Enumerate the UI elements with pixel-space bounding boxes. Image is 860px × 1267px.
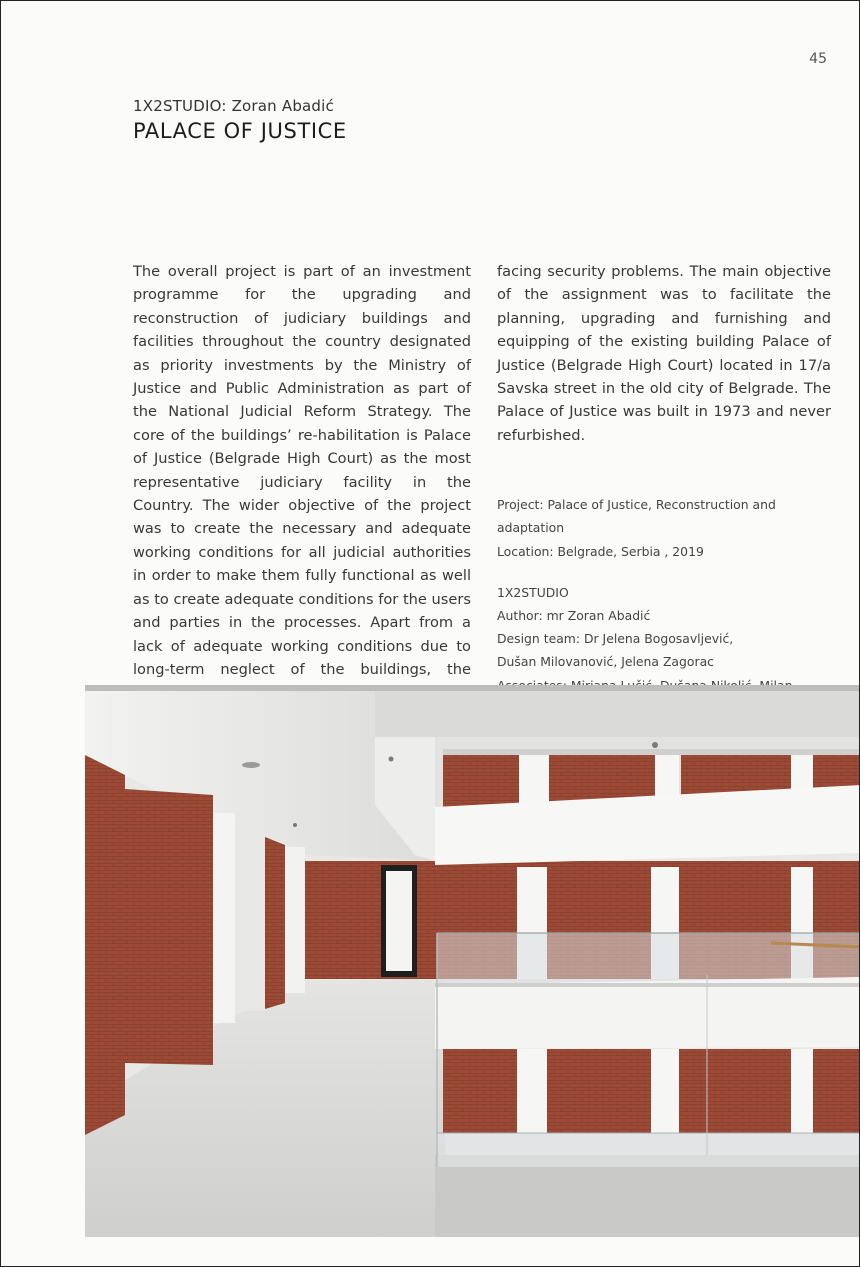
location-line: Location: Belgrade, Serbia , 2019 [497, 543, 704, 559]
credits-design-team-cont: Dušan Milovanović, Jelena Zagorac [497, 654, 714, 670]
project-line: Project: Palace of Justice, Reconstruction and adaptation [497, 497, 776, 536]
studio-author-line: 1X2STUDIO: Zoran Abadić [133, 97, 334, 115]
text-column-left [133, 260, 471, 705]
interior-photo [85, 685, 860, 1237]
body-paragraph-left: The overall project is part of an investment programme for the upgrading and reconstruction of judiciary buildings and facilities throughout the country designated as priority investments by the Ministry of Justice and Public Administration as part of the National Judicial Reform Strategy. The core of the buildings’ re-habilitation is Palace of Justice (Belgrade High Court) as the most representative judiciary facility in the Country. The wider objective of the project was to create the necessary and adequate working conditions for all judicial authorities in order to make them fully functional as well as to create adequate conditions for the users and parties in the processes. Apart from a lack of adequate working conditions due to long-term neglect of the buildings, the [133, 263, 471, 678]
article-title: PALACE OF JUSTICE [133, 119, 347, 143]
body-paragraph-right: facing security problems. The main objective of the assignment was to facilitate the planning, upgrading and furnishing and equipping of the existing building Palace of Justice (Belgrade High Court) located in 17/a Savska street in the old city of Belgrade. The Palace of Justice was built in 1973 and never refurbished. [497, 263, 831, 444]
credits-author: Author: mr Zoran Abadić [497, 608, 651, 624]
credits-design-team: Design team: Dr Jelena Bogosavljević, [497, 631, 734, 647]
page-number: 45 [809, 51, 827, 67]
credits-studio: 1X2STUDIO [497, 584, 569, 600]
text-column-right [497, 260, 831, 720]
project-info [497, 493, 831, 563]
